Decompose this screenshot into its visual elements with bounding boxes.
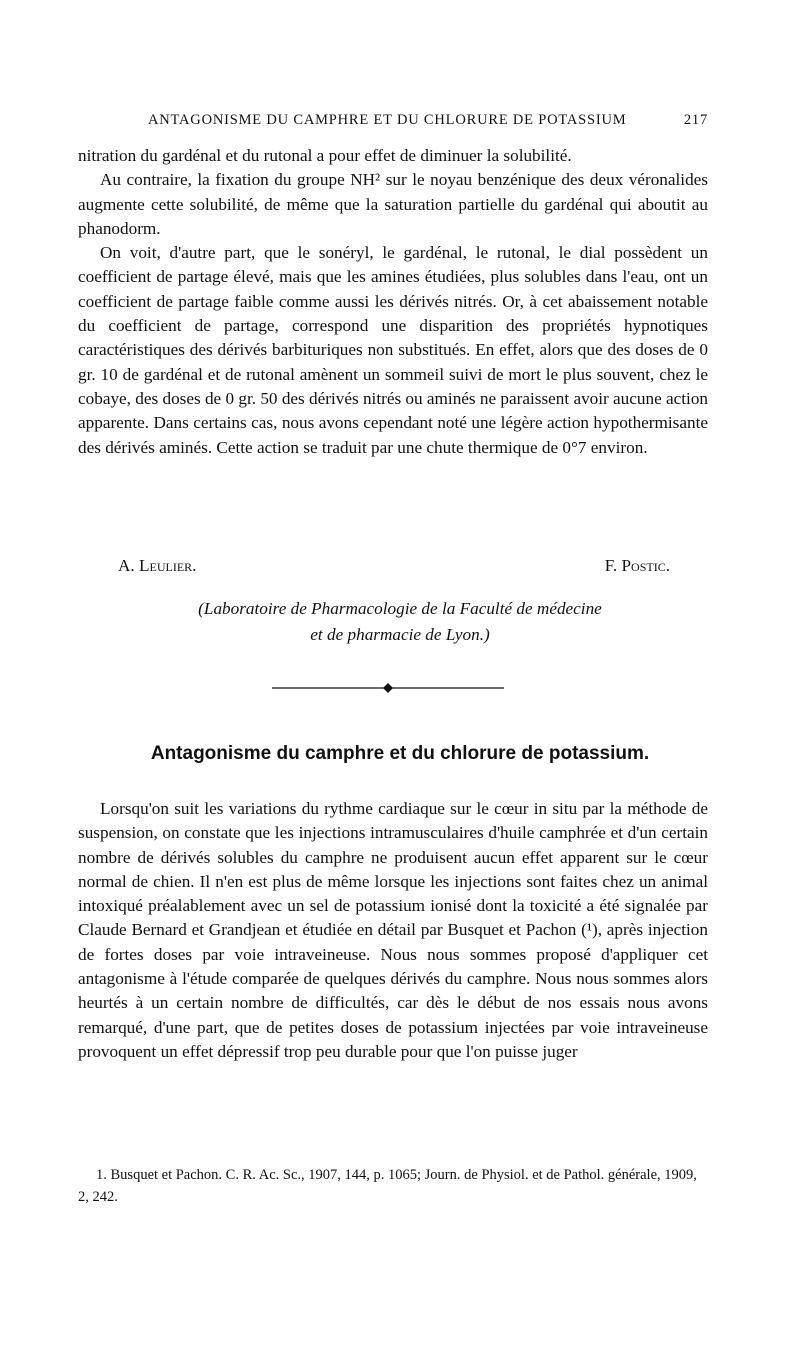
article-body	[78, 797, 708, 1064]
laboratory-line-2: et de pharmacie de Lyon.)	[310, 625, 490, 644]
article-paragraph: Lorsqu'on suit les variations du rythme cardiaque sur le cœur in situ par la méthode de suspension, on constate que les injections intramusculaires d'huile camphrée et d'un certain nombre de dérivés solubles du camphre ne produisent aucun effet apparent sur le cœur normal de chien. Il n'en est plus de même lorsque les injections sont faites chez un animal intoxiqué préalablement avec un sel de potassium ionisé dont la toxicité a été signalée par Claude Bernard et Grandjean et étudiée en détail par Busquet et Pachon (¹), après injection de fortes doses par voie intraveineuse. Nous nous sommes proposé d'appliquer cet antagonisme à l'étude comparée de quelques dérivés du camphre. Nous nous sommes alors heurtés à un certain nombre de difficultés, car dès le début de nos essais nous avons remarqué, d'une part, que de petites doses de potassium injectées par voie intraveineuse provoquent un effet dépressif trop peu durable pour que l'on puisse juger	[78, 799, 708, 1061]
paragraph-continuation: nitration du gardénal et du rutonal a pour effet de diminuer la solubilité.	[78, 146, 572, 165]
previous-article-body	[78, 144, 708, 460]
footnote-reference: 1. Busquet et Pachon. C. R. Ac. Sc., 1907, 144, p. 1065; Journ. de Physiol. et de Pathol. générale, 1909, 2, 242.	[78, 1167, 697, 1205]
paragraph-partition-coefficient: On voit, d'autre part, que le sonéryl, le gardénal, le rutonal, le dial possèdent un coefficient de partage élevé, mais que les amines étudiées, plus solubles dans l'eau, ont un coefficient de partage faible comme aussi les dérivés nitrés. Or, à cet abaissement notable du coefficient de partage, correspond une disparition des propriétés hypnotiques caractéristiques des dérivés barbituriques non substitués. En effet, alors que des doses de 0 gr. 10 de gardénal et de rutonal amènent un sommeil suivi de mort le plus souvent, chez le cobaye, des doses de 0 gr. 50 des dérivés nitrés ou aminés ne paraissent avoir aucune action apparente. Dans certains cas, nous avons cependant noté une légère action hypothermisante des dérivés aminés. Cette action se traduit par une chute thermique de 0°7 environ.	[78, 243, 709, 457]
page-number: 217	[683, 112, 708, 128]
footnote	[78, 1164, 708, 1208]
running-title: ANTAGONISME DU CAMPHRE ET DU CHLORURE DE POTASSIUM	[148, 112, 627, 128]
author-leulier: A. Leulier.	[118, 556, 197, 575]
paragraph-solubility: Au contraire, la fixation du groupe NH² sur le noyau benzénique des deux véronalides augmente cette solubilité, de même que la saturation partielle du gardénal qui aboutit au phanodorm.	[78, 170, 708, 238]
laboratory-affiliation	[0, 596, 800, 648]
author-postic: F. Postic.	[604, 556, 670, 575]
section-divider-ornament	[272, 683, 504, 693]
article-title: Antagonisme du camphre et du chlorure de potassium.	[150, 743, 650, 764]
laboratory-line-1: (Laboratoire de Pharmacologie de la Faculté de médecine	[198, 599, 602, 618]
